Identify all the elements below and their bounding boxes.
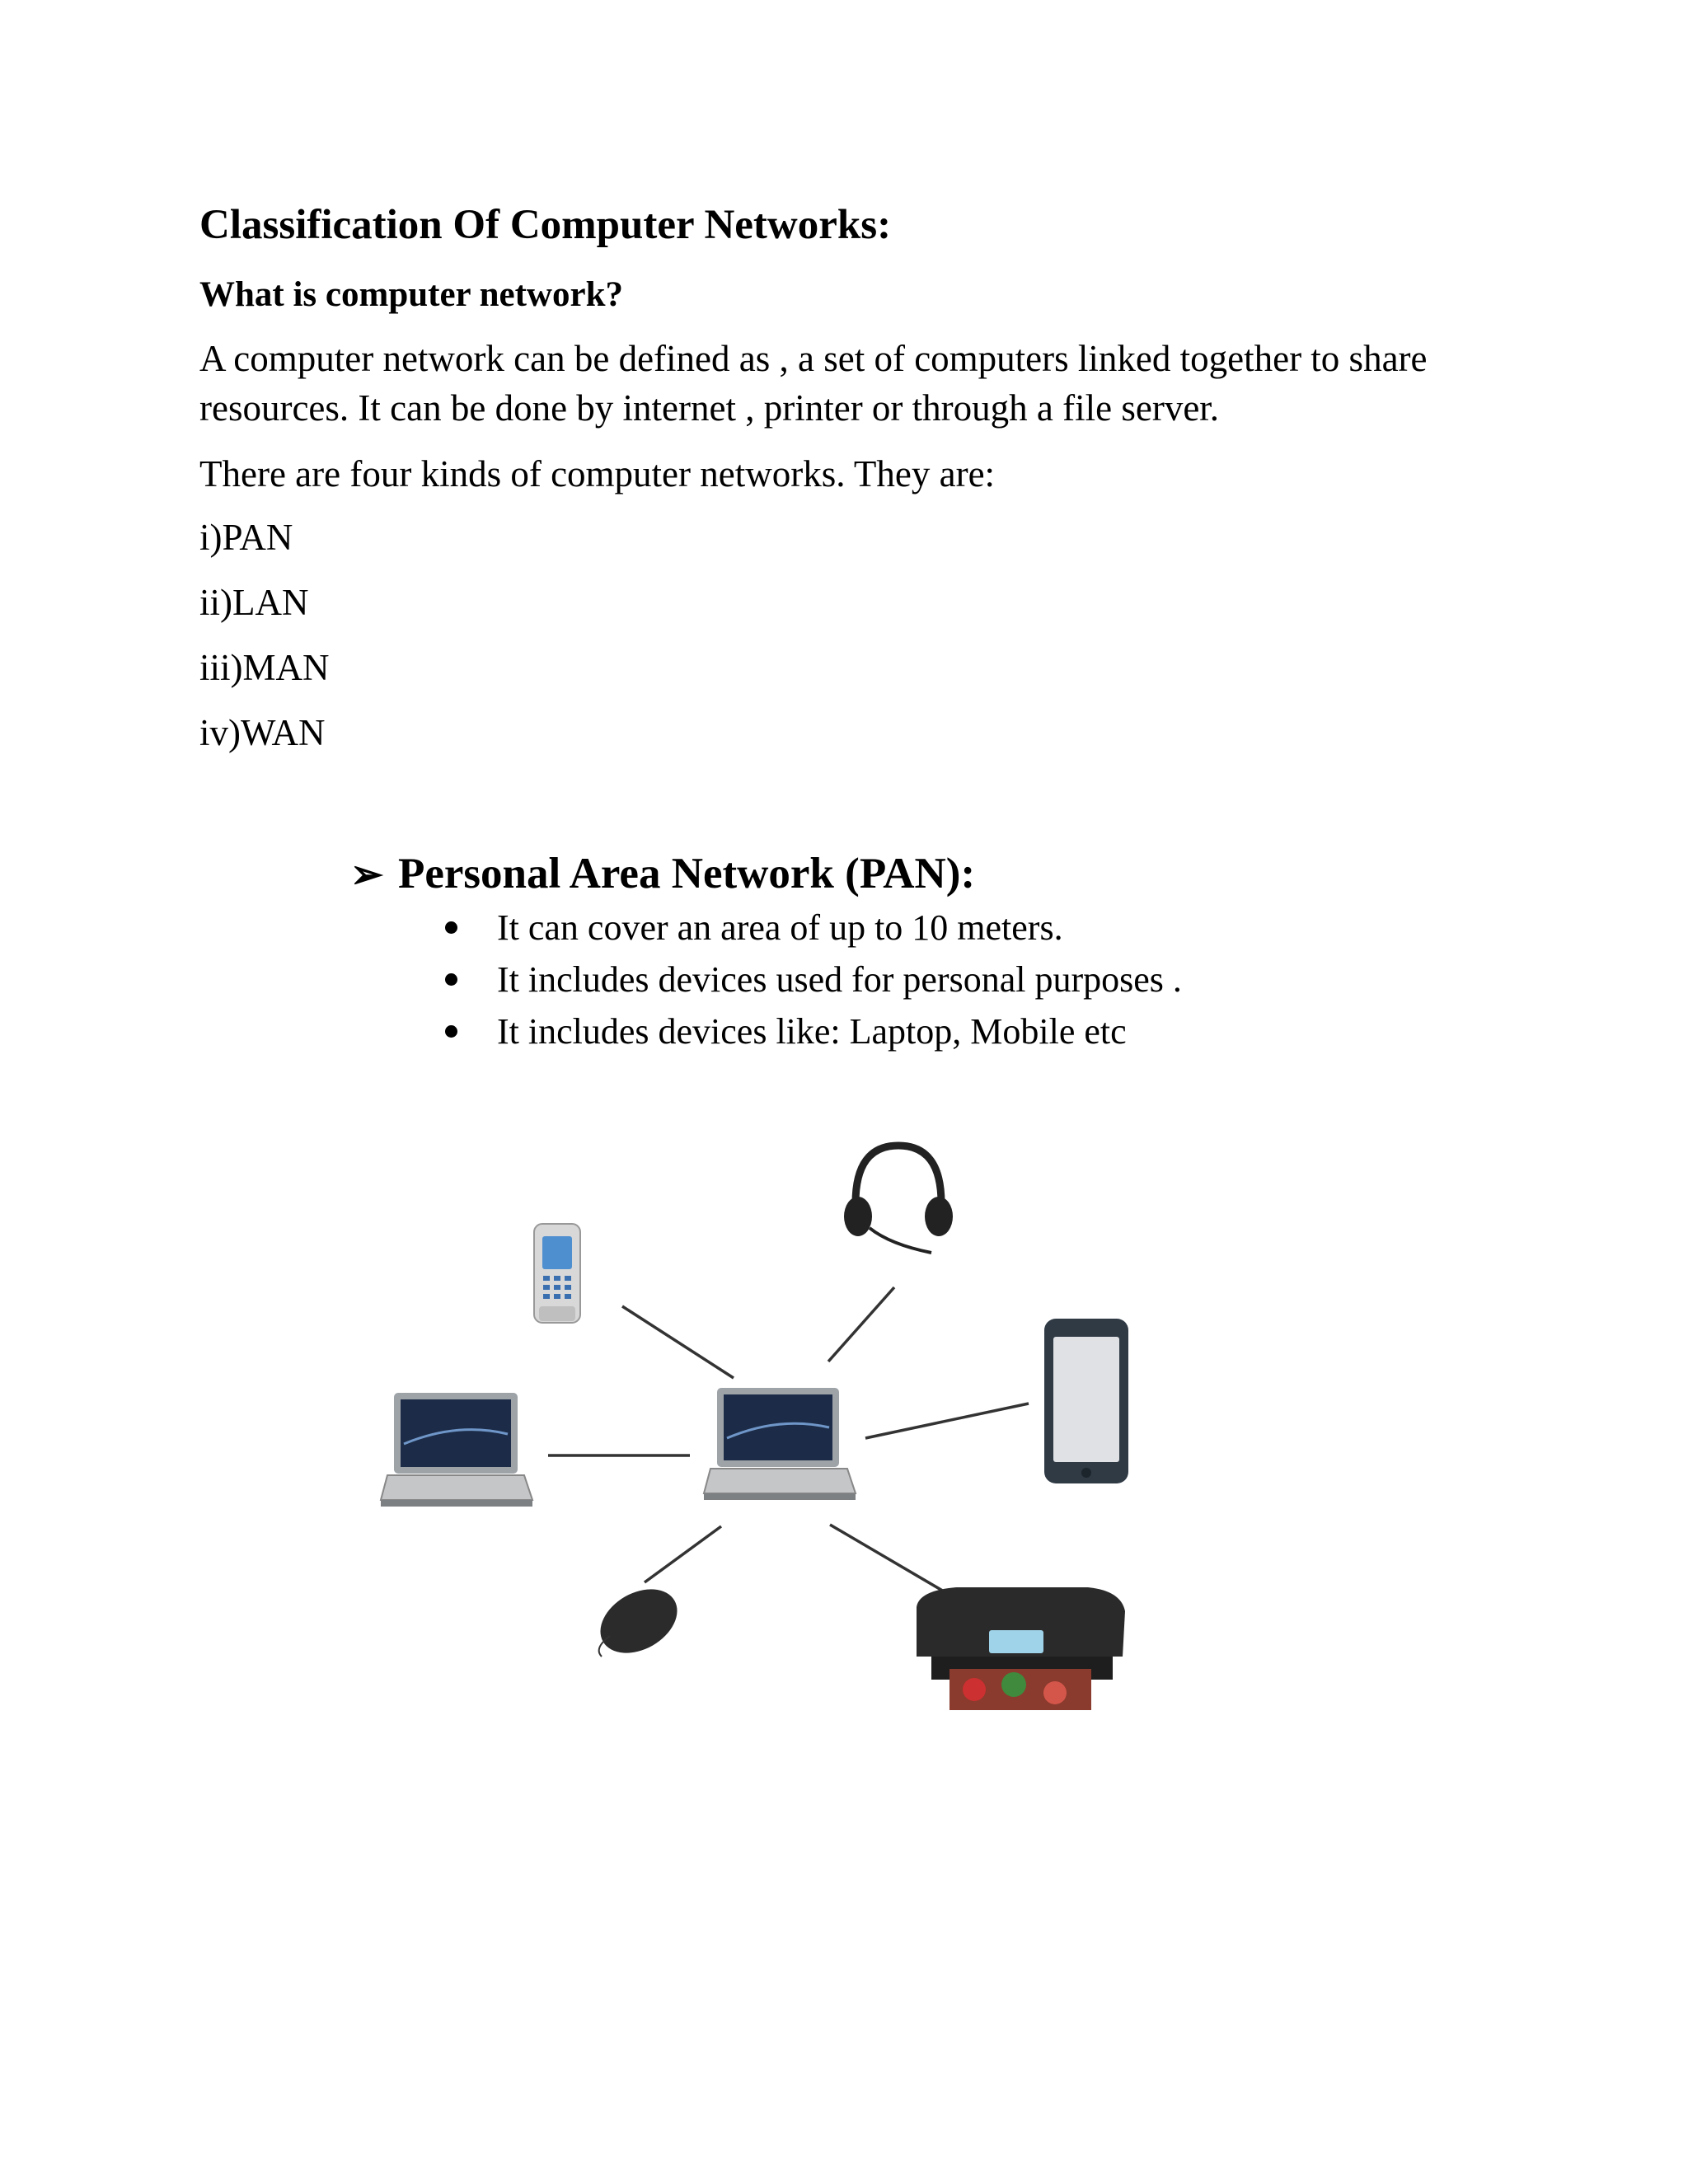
laptop-center-icon <box>704 1388 856 1500</box>
section-question: What is computer network? <box>199 275 623 314</box>
printer-icon <box>917 1587 1125 1710</box>
pan-heading-text: Personal Area Network (PAN): <box>398 850 976 898</box>
arrow-bullet-icon: ➢ <box>350 853 384 897</box>
kinds-intro: There are four kinds of computer networks. They are: <box>199 453 996 494</box>
laptop-left-icon <box>381 1393 532 1507</box>
list-item-text: It can cover an area of up to 10 meters. <box>497 907 1063 948</box>
list-item-text: It includes devices like: Laptop, Mobile etc <box>497 1011 1127 1052</box>
kind-item: iii)MAN <box>199 647 330 688</box>
list-item-text: It includes devices used for personal purposes . <box>497 959 1182 1000</box>
kind-item: i)PAN <box>199 517 293 558</box>
bullet-dot-icon <box>445 973 457 986</box>
kind-item: iv)WAN <box>199 712 326 753</box>
bullet-dot-icon <box>445 921 457 934</box>
pan-diagram <box>363 1121 1187 1714</box>
list-item <box>445 902 1182 954</box>
link-smartphone <box>865 1404 1029 1438</box>
pan-heading <box>350 846 975 902</box>
bullet-dot-icon <box>445 1025 457 1038</box>
link-phone <box>622 1306 734 1378</box>
link-printer <box>830 1525 950 1595</box>
list-item <box>445 954 1182 1005</box>
definition-paragraph: A computer network can be defined as , a set of computers linked together to share resources. It can be done by internet , printer or through a file server. <box>199 338 1428 429</box>
headset-icon <box>844 1146 953 1253</box>
link-mouse <box>645 1526 721 1582</box>
kind-item: ii)LAN <box>199 582 309 623</box>
link-headset <box>828 1287 894 1361</box>
page-title: Classification Of Computer Networks: <box>199 202 892 248</box>
cordless-phone-icon <box>534 1224 580 1323</box>
mouse-icon <box>589 1577 689 1666</box>
list-item <box>445 1005 1182 1057</box>
pan-bullet-list <box>445 902 1182 1057</box>
smartphone-icon <box>1044 1319 1128 1483</box>
